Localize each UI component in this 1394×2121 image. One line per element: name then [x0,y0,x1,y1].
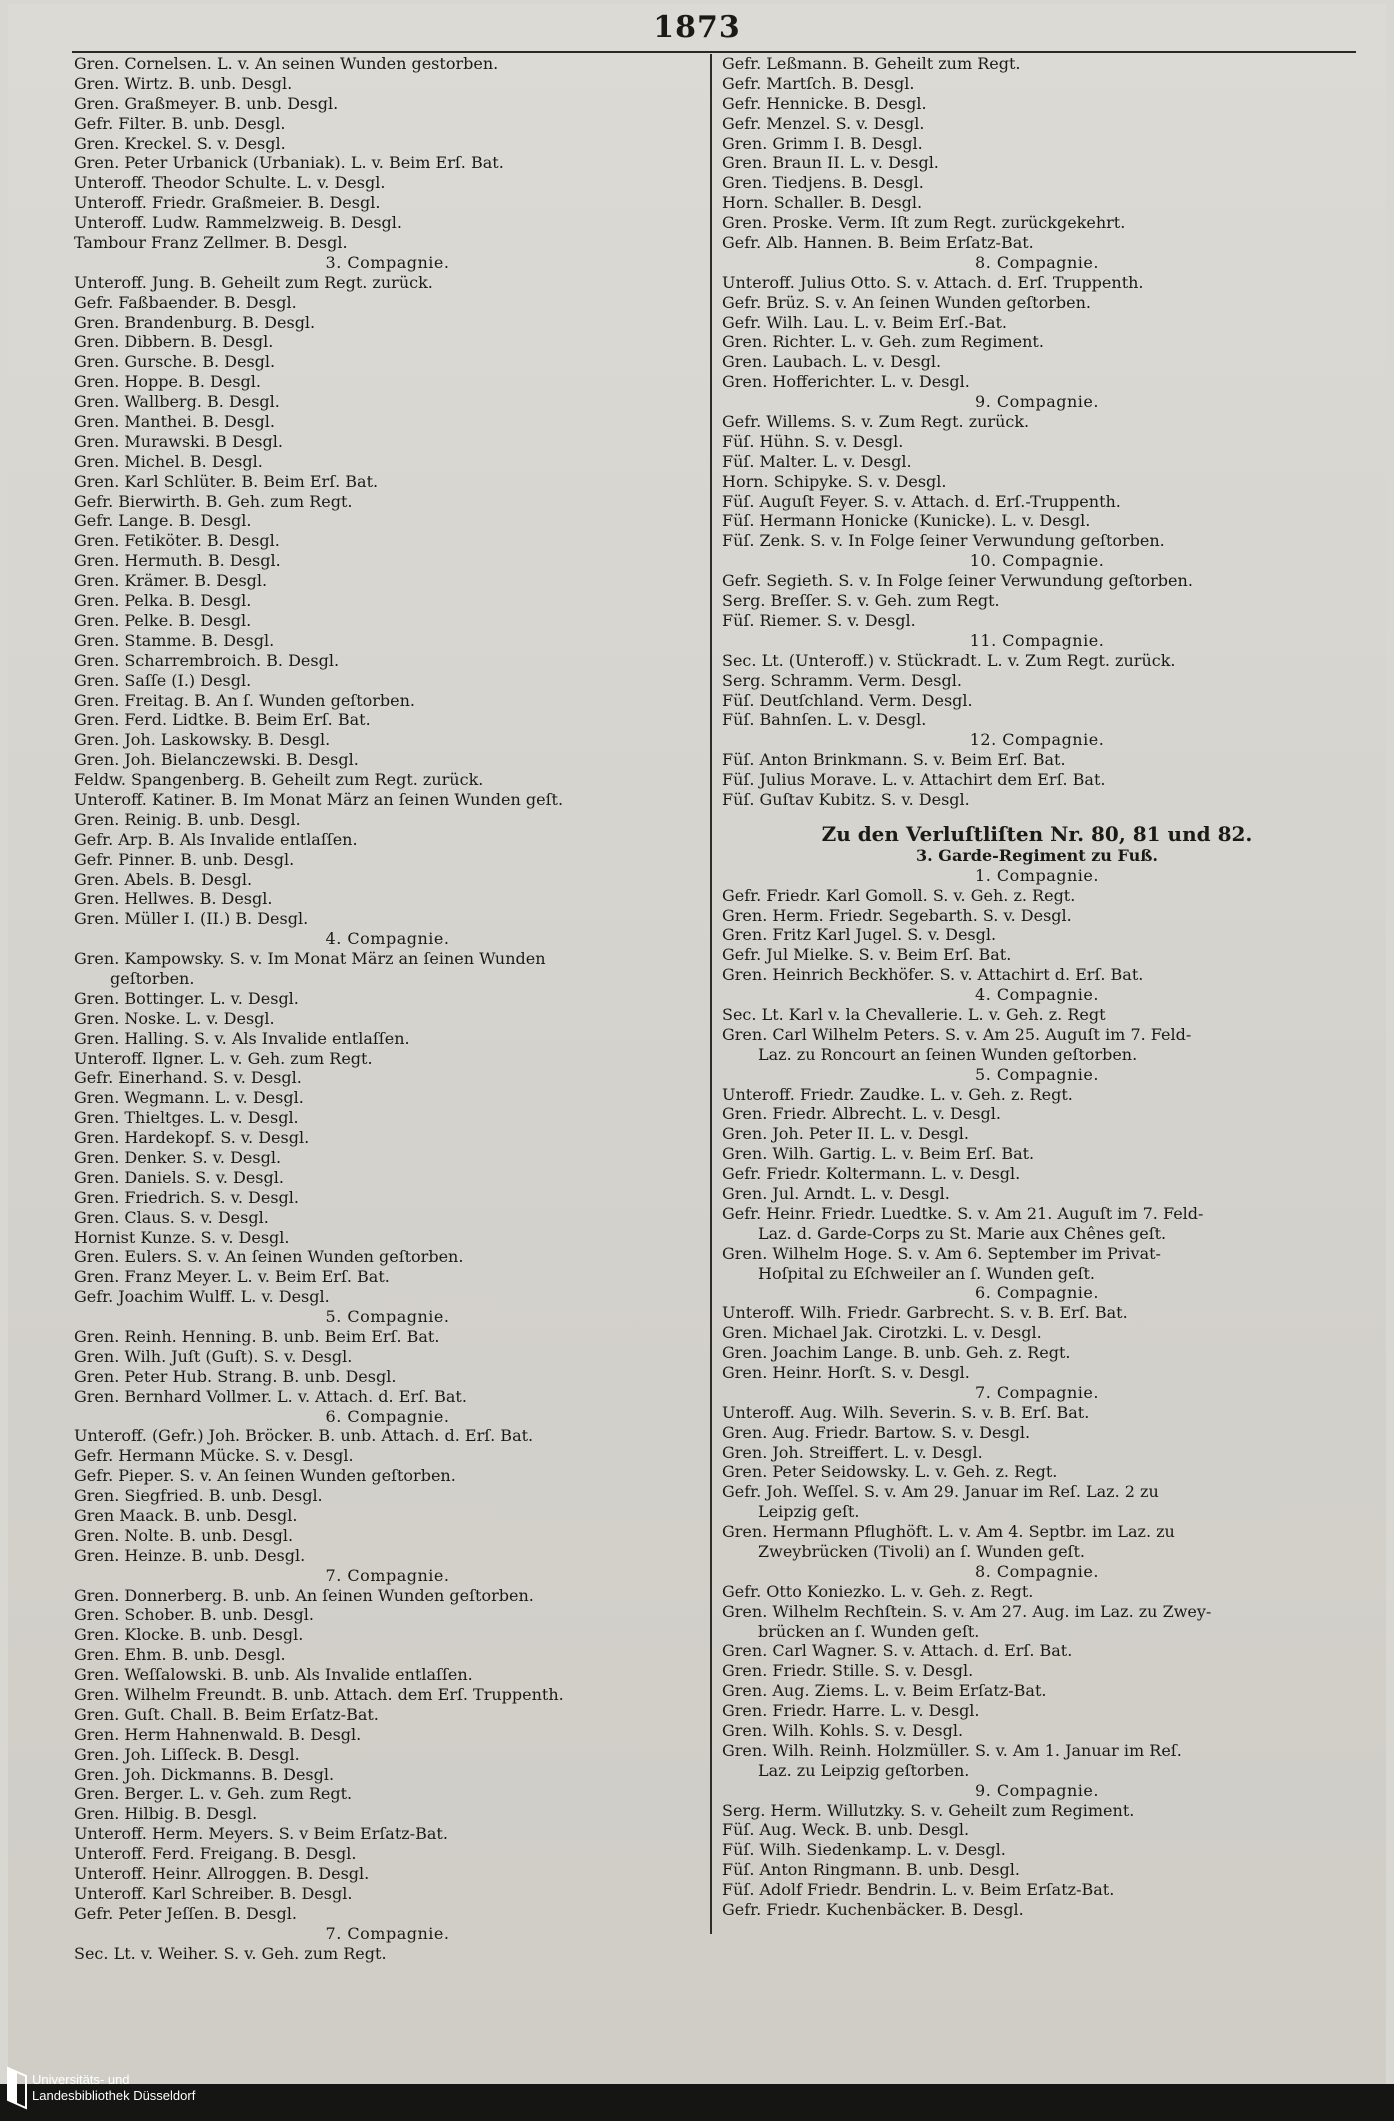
entry-continuation: Leipzig geſt. [758,1502,860,1522]
entry-line: Sec. Lt. v. Weiher. S. v. Geh. zum Regt. [74,1943,387,1963]
entry-line: Gren. Friedr. Harre. L. v. Desgl. [722,1701,980,1721]
entry-line: Gefr. Faßbaender. B. Desgl. [74,292,297,312]
company-heading: 3. Compagnie. [325,252,450,272]
company-heading: 7. Compagnie. [325,1565,450,1585]
company-heading: 7. Compagnie. [325,1923,450,1943]
entry-line: Unteroff. Karl Schreiber. B. Desgl. [74,1883,353,1903]
entry-line: Unteroff. Friedr. Graßmeier. B. Desgl. [74,193,381,213]
entry-continuation: Laz. zu Roncourt an ſeinen Wunden geſtorben. [758,1044,1138,1064]
entry-line: Gren. Proske. Verm. Iſt zum Regt. zurückgekehrt. [722,213,1126,233]
entry-line: Serg. Breſſer. S. v. Geh. zum Regt. [722,591,1000,611]
entry-line: Gren. Wirtz. B. unb. Desgl. [74,73,293,93]
entry-line: Füſ. Wilh. Siedenkamp. L. v. Desgl. [722,1840,1006,1860]
entry-line: Hornist Kunze. S. v. Desgl. [74,1227,290,1247]
entry-line: Füſ. Deutſchland. Verm. Desgl. [722,690,973,710]
entry-line: Gren. Pelka. B. Desgl. [74,591,252,611]
entry-line: Gren. Heinrich Beckhöfer. S. v. Attachirt d. Erſ. Bat. [722,965,1144,985]
entry-line: Gren. Brandenburg. B. Desgl. [74,312,316,332]
company-heading: 7. Compagnie. [975,1382,1099,1402]
entry-line: Gefr. Leßmann. B. Geheilt zum Regt. [722,54,1021,73]
entry-line: Gefr. Pinner. B. unb. Desgl. [74,849,295,869]
company-heading: 11. Compagnie. [969,630,1105,650]
entry-line: Unteroff. Ilgner. L. v. Geh. zum Regt. [74,1048,373,1068]
entry-line: Gren. Wilhelm Rechſtein. S. v. Am 27. Aug. im Laz. zu Zwey- [722,1601,1212,1621]
entry-line: Sec. Lt. Karl v. la Chevallerie. L. v. Geh. z. Regt [722,1004,1106,1024]
scan-bottom-band [0,2084,1394,2121]
entry-line: Gren. Wallberg. B. Desgl. [74,392,280,412]
entry-line: Gren. Carl Wagner. S. v. Attach. d. Erſ. Bat. [722,1641,1073,1661]
company-heading: 6. Compagnie. [325,1406,450,1426]
entry-line: Unteroff. Theodor Schulte. L. v. Desgl. [74,173,386,193]
entry-line: Gren. Noske. L. v. Desgl. [74,1008,275,1028]
entry-line: Tambour Franz Zellmer. B. Desgl. [74,233,348,253]
entry-line: Gren. Heinr. Horſt. S. v. Desgl. [722,1363,970,1382]
entry-line: Gefr. Lange. B. Desgl. [74,511,252,531]
entry-line: Gren. Wilhelm Hoge. S. v. Am 6. September im Privat- [722,1243,1161,1263]
entry-line: Gren. Peter Hub. Strang. B. unb. Desgl. [74,1366,397,1386]
entry-line: Gren. Friedr. Stille. S. v. Desgl. [722,1661,974,1681]
entry-line: Gren Maack. B. unb. Desgl. [74,1506,298,1526]
entry-line: Gren. Hardekopf. S. v. Desgl. [74,1128,310,1148]
entry-line: Gren. Hoppe. B. Desgl. [74,372,261,392]
entry-line: Gren. Joh. Dickmanns. B. Desgl. [74,1764,335,1784]
entry-line: Serg. Schramm. Verm. Desgl. [722,670,962,690]
entry-line: Unteroff. Friedr. Zaudke. L. v. Geh. z. Regt. [722,1084,1073,1104]
entry-line: Gren. Wegmann. L. v. Desgl. [74,1088,304,1108]
entry-line: Gren. Klocke. B. unb. Desgl. [74,1625,304,1645]
entry-line: Gefr. Menzel. S. v. Desgl. [722,113,925,133]
company-heading: 5. Compagnie. [975,1064,1099,1084]
company-heading: 12. Compagnie. [969,730,1105,750]
entry-line: Gren. Peter Urbanick (Urbaniak). L. v. Beim Erſ. Bat. [74,153,504,173]
entry-line: Gren. Karl Schlüter. B. Beim Erſ. Bat. [74,471,379,491]
entry-continuation: brücken an ſ. Wunden geſt. [758,1621,980,1641]
entry-continuation: Laz. d. Garde-Corps zu St. Marie aux Chênes geſt. [758,1223,1167,1243]
entry-line: Gren. Braun II. L. v. Desgl. [722,153,939,173]
entry-line: Gefr. Pieper. S. v. An ſeinen Wunden geſtorben. [74,1466,456,1486]
entry-line: Gefr. Martſch. B. Desgl. [722,73,915,93]
entry-line: Gren. Joh. Peter II. L. v. Desgl. [722,1124,969,1144]
regiment-heading: 3. Garde-Regiment zu Fuß. [916,845,1158,865]
entry-line: Unteroff. Julius Otto. S. v. Attach. d. Erſ. Truppenth. [722,272,1144,292]
entry-line: Gren. Laubach. L. v. Desgl. [722,352,942,372]
entry-line: Gren. Gursche. B. Desgl. [74,352,276,372]
entry-line: Gren. Nolte. B. unb. Desgl. [74,1525,294,1545]
entry-line: Gren. Peter Seidowsky. L. v. Geh. z. Regt. [722,1462,1058,1482]
company-heading: 4. Compagnie. [325,929,450,949]
entry-line: Gren. Joh. Bielanczewski. B. Desgl. [74,750,359,770]
company-heading: 9. Compagnie. [975,392,1099,412]
entry-line: Gren. Reinig. B. unb. Desgl. [74,809,301,829]
entry-line: Gren. Friedrich. S. v. Desgl. [74,1187,299,1207]
entry-continuation: Hoſpital zu Eſchweiler an ſ. Wunden geſt. [758,1263,1096,1283]
entry-line: Gren. Guſt. Chall. B. Beim Erſatz-Bat. [74,1704,379,1724]
entry-line: Füſ. Aug. Weck. B. unb. Desgl. [722,1820,970,1840]
entry-line: Gren. Michel. B. Desgl. [74,451,263,471]
left-column [74,54,701,1964]
entry-line: Gren. Saſſe (I.) Desgl. [74,670,252,690]
entry-line: Gren. Murawski. B Desgl. [74,431,283,451]
entry-line: Gefr. Friedr. Karl Gomoll. S. v. Geh. z. Regt. [722,885,1076,905]
entry-line: Gren. Carl Wilhelm Peters. S. v. Am 25. Auguſt im 7. Feld- [722,1024,1192,1044]
entry-line: Gren. Jul. Arndt. L. v. Desgl. [722,1183,950,1203]
entry-line: Gren. Bottinger. L. v. Desgl. [74,988,299,1008]
entry-line: Gefr. Joachim Wulff. L. v. Desgl. [74,1287,330,1307]
entry-line: Gren. Wilh. Gartig. L. v. Beim Erſ. Bat. [722,1144,1035,1164]
entry-line: Unteroff. Herm. Meyers. S. v Beim Erſatz-Bat. [74,1824,448,1844]
entry-continuation: geſtorben. [110,968,195,988]
entry-line: Unteroff. Wilh. Friedr. Garbrecht. S. v. B. Erſ. Bat. [722,1303,1128,1323]
entry-line: Gren. Aug. Friedr. Bartow. S. v. Desgl. [722,1422,1031,1442]
entry-line: Gren. Hermann Pflughöft. L. v. Am 4. Septbr. im Laz. zu [722,1522,1175,1542]
entry-line: Unteroff. Katiner. B. Im Monat März an ſeinen Wunden geſt. [74,789,564,809]
entry-line: Füſ. Zenk. S. v. In Folge ſeiner Verwundung geſtorben. [722,531,1165,551]
entry-line: Füſ. Hühn. S. v. Desgl. [722,431,904,451]
entry-line: Horn. Schaller. B. Desgl. [722,193,923,213]
entry-line: Gren. Stamme. B. Desgl. [74,630,275,650]
entry-line: Gren. Berger. L. v. Geh. zum Regt. [74,1784,353,1804]
library-footer [0,2060,200,2118]
entry-line: Gefr. Filter. B. unb. Desgl. [74,113,286,133]
entry-line: Füſ. Hermann Honicke (Kunicke). L. v. Desgl. [722,511,1091,531]
entry-line: Gren. Wilh. Juſt (Guſt). S. v. Desgl. [74,1346,353,1366]
entry-line: Gren. Aug. Ziems. L. v. Beim Erſatz-Bat. [722,1681,1047,1701]
entry-line: Gren. Denker. S. v. Desgl. [74,1147,282,1167]
entry-line: Gren. Joh. Streiffert. L. v. Desgl. [722,1442,983,1462]
entry-line: Gren. Tiedjens. B. Desgl. [722,173,924,193]
entry-line: Sec. Lt. (Unteroff.) v. Stückradt. L. v. Zum Regt. zurück. [722,650,1176,670]
entry-line: Gefr. Einerhand. S. v. Desgl. [74,1068,302,1088]
entry-line: Gefr. Willems. S. v. Zum Regt. zurück. [722,412,1030,432]
entry-line: Gefr. Bierwirth. B. Geh. zum Regt. [74,491,353,511]
footer-line-1: Universitäts- und [32,2072,130,2087]
entry-line: Gren. Joachim Lange. B. unb. Geh. z. Regt. [722,1343,1071,1363]
entry-line: Gren. Reinh. Henning. B. unb. Beim Erſ. Bat. [74,1327,440,1346]
entry-line: Gren. Wilh. Kohls. S. v. Desgl. [722,1721,964,1741]
entry-line: Gren. Heinze. B. unb. Desgl. [74,1545,306,1565]
section-heading: Zu den Verluſtliſten Nr. 80, 81 und 82. [821,821,1253,846]
entry-line: Horn. Schipyke. S. v. Desgl. [722,471,947,491]
entry-line: Gren. Eulers. S. v. An ſeinen Wunden geſtorben. [74,1247,464,1267]
company-heading: 4. Compagnie. [975,985,1099,1005]
entry-line: Gefr. Hermann Mücke. S. v. Desgl. [74,1446,354,1466]
column-divider [710,54,712,1934]
footer-line-2: Landesbibliothek Düsseldorf [32,2088,196,2103]
entry-line: Unteroff. Ludw. Rammelzweig. B. Desgl. [74,213,402,233]
entry-line: Gefr. Hennicke. B. Desgl. [722,93,927,113]
right-column [722,54,1352,1920]
entry-line: Unteroff. Ferd. Freigang. B. Desgl. [74,1844,357,1864]
entry-line: Gren. Hofferichter. L. v. Desgl. [722,372,970,392]
entry-line: Gren. Fritz Karl Jugel. S. v. Desgl. [722,925,997,945]
entry-line: Gren. Dibbern. B. Desgl. [74,332,274,352]
entry-line: Gefr. Jul Mielke. S. v. Beim Erſ. Bat. [722,945,1012,965]
entry-line: Gren. Cornelsen. L. v. An seinen Wunden gestorben. [74,54,499,73]
entry-line: Füſ. Riemer. S. v. Desgl. [722,610,916,630]
entry-line: Gren. Scharrembroich. B. Desgl. [74,650,340,670]
entry-line: Gren. Michael Jak. Cirotzki. L. v. Desgl. [722,1323,1042,1343]
entry-line: Gren. Ferd. Lidtke. B. Beim Erſ. Bat. [74,710,371,730]
entry-line: Gren. Claus. S. v. Desgl. [74,1207,269,1227]
entry-line: Gren. Daniels. S. v. Desgl. [74,1167,284,1187]
company-heading: 6. Compagnie. [975,1283,1099,1303]
entry-line: Gren. Krämer. B. Desgl. [74,571,268,591]
entry-line: Füſ. Guſtav Kubitz. S. v. Desgl. [722,789,970,809]
entry-line: Gefr. Joh. Weſſel. S. v. Am 29. Januar im Reſ. Laz. 2 zu [722,1482,1159,1502]
newspaper-page [8,4,1386,2084]
entry-line: Gren. Bernhard Vollmer. L. v. Attach. d. Erſ. Bat. [74,1386,467,1406]
entry-line: Gefr. Peter Jeſſen. B. Desgl. [74,1903,297,1923]
entry-line: Gren. Siegfried. B. unb. Desgl. [74,1486,323,1506]
entry-line: Gefr. Friedr. Koltermann. L. v. Desgl. [722,1164,1021,1184]
entry-line: Gren. Thieltges. L. v. Desgl. [74,1108,299,1128]
company-heading: 1. Compagnie. [975,865,1099,885]
entry-line: Füſ. Auguſt Feyer. S. v. Attach. d. Erſ.-Truppenth. [722,491,1121,511]
entry-line: Gren. Kampowsky. S. v. Im Monat März an ſeinen Wunden [74,949,546,969]
entry-line: Gren. Manthei. B. Desgl. [74,412,275,432]
entry-line: Gren. Schober. B. unb. Desgl. [74,1605,314,1625]
entry-line: Gren. Abels. B. Desgl. [74,869,253,889]
entry-line: Gren. Franz Meyer. L. v. Beim Erſ. Bat. [74,1267,390,1287]
entry-line: Unteroff. Jung. B. Geheilt zum Regt. zurück. [74,272,433,292]
entry-line: Füſ. Anton Ringmann. B. unb. Desgl. [722,1860,1020,1880]
entry-line: Gren. Müller I. (II.) B. Desgl. [74,909,309,929]
entry-line: Gren. Richter. L. v. Geh. zum Regiment. [722,332,1044,352]
entry-line: Unteroff. Aug. Wilh. Severin. S. v. B. Erſ. Bat. [722,1402,1090,1422]
entry-line: Gren. Halling. S. v. Als Invalide entlaſſen. [74,1028,410,1048]
entry-line: Gefr. Arp. B. Als Invalide entlaſſen. [74,829,358,849]
entry-line: Gren. Donnerberg. B. unb. An ſeinen Wunden geſtorben. [74,1585,534,1605]
entry-continuation: Laz. zu Leipzig geſtorben. [758,1760,970,1780]
entry-line: Gefr. Wilh. Lau. L. v. Beim Erſ.-Bat. [722,312,1008,332]
entry-line: Gren. Herm. Friedr. Segebarth. S. v. Desgl. [722,905,1072,925]
entry-line: Gren. Hilbig. B. Desgl. [74,1804,258,1824]
company-heading: 10. Compagnie. [969,551,1105,571]
entry-line: Gren. Wilhelm Freundt. B. unb. Attach. dem Erſ. Truppenth. [74,1685,564,1705]
entry-line: Gren. Herm Hahnenwald. B. Desgl. [74,1724,362,1744]
entry-line: Gren. Graßmeyer. B. unb. Desgl. [74,93,339,113]
page-number: 1873 [653,10,741,45]
company-heading: 8. Compagnie. [975,1561,1099,1581]
entry-line: Feldw. Spangenberg. B. Geheilt zum Regt. zurück. [74,770,484,790]
entry-line: Gefr. Otto Koniezko. L. v. Geh. z. Regt. [722,1581,1034,1601]
entry-line: Gren. Freitag. B. An ſ. Wunden geſtorben. [74,690,416,710]
entry-line: Gefr. Brüz. S. v. An ſeinen Wunden geſtorben. [722,292,1091,312]
ulb-logo-icon [6,2066,28,2110]
entry-line: Füſ. Malter. L. v. Desgl. [722,451,912,471]
entry-line: Gren. Weſſalowski. B. unb. Als Invalide entlaſſen. [74,1665,473,1685]
entry-line: Serg. Herm. Willutzky. S. v. Geheilt zum Regiment. [722,1800,1135,1820]
entry-line: Gefr. Friedr. Kuchenbäcker. B. Desgl. [722,1900,1024,1920]
entry-line: Gren. Wilh. Reinh. Holzmüller. S. v. Am 1. Januar im Reſ. [722,1740,1182,1760]
entry-line: Gefr. Heinr. Friedr. Luedtke. S. v. Am 21. Auguſt im 7. Feld- [722,1203,1204,1223]
entry-line: Gren. Hermuth. B. Desgl. [74,551,281,571]
entry-line: Füſ. Adolf Friedr. Bendrin. L. v. Beim Erſatz-Bat. [722,1880,1115,1900]
entry-line: Unteroff. (Gefr.) Joh. Bröcker. B. unb. Attach. d. Erſ. Bat. [74,1426,534,1446]
entry-line: Gren. Ehm. B. unb. Desgl. [74,1645,286,1665]
entry-continuation: Zweybrücken (Tivoli) an ſ. Wunden geſt. [758,1542,1085,1562]
entry-line: Gren. Joh. Laskowsky. B. Desgl. [74,730,331,750]
entry-line: Füſ. Julius Morave. L. v. Attachirt dem Erſ. Bat. [722,770,1106,790]
entry-line: Gren. Grimm I. B. Desgl. [722,133,923,153]
company-heading: 9. Compagnie. [975,1780,1099,1800]
entry-line: Gefr. Segieth. S. v. In Folge ſeiner Verwundung geſtorben. [722,571,1193,591]
company-heading: 8. Compagnie. [975,252,1099,272]
entry-line: Gren. Fetiköter. B. Desgl. [74,531,280,551]
entry-line: Gren. Pelke. B. Desgl. [74,610,252,630]
entry-line: Unteroff. Heinr. Allroggen. B. Desgl. [74,1864,370,1884]
entry-line: Füſ. Bahnſen. L. v. Desgl. [722,710,927,730]
entry-line: Gren. Friedr. Albrecht. L. v. Desgl. [722,1104,1001,1124]
header-rule [72,51,1356,53]
entry-line: Gefr. Alb. Hannen. B. Beim Erſatz-Bat. [722,233,1034,253]
entry-line: Gren. Hellwes. B. Desgl. [74,889,273,909]
entry-line: Gren. Joh. Liſſeck. B. Desgl. [74,1744,300,1764]
entry-line: Gren. Kreckel. S. v. Desgl. [74,133,286,153]
entry-line: Füſ. Anton Brinkmann. S. v. Beim Erſ. Bat. [722,750,1066,770]
company-heading: 5. Compagnie. [325,1307,450,1327]
